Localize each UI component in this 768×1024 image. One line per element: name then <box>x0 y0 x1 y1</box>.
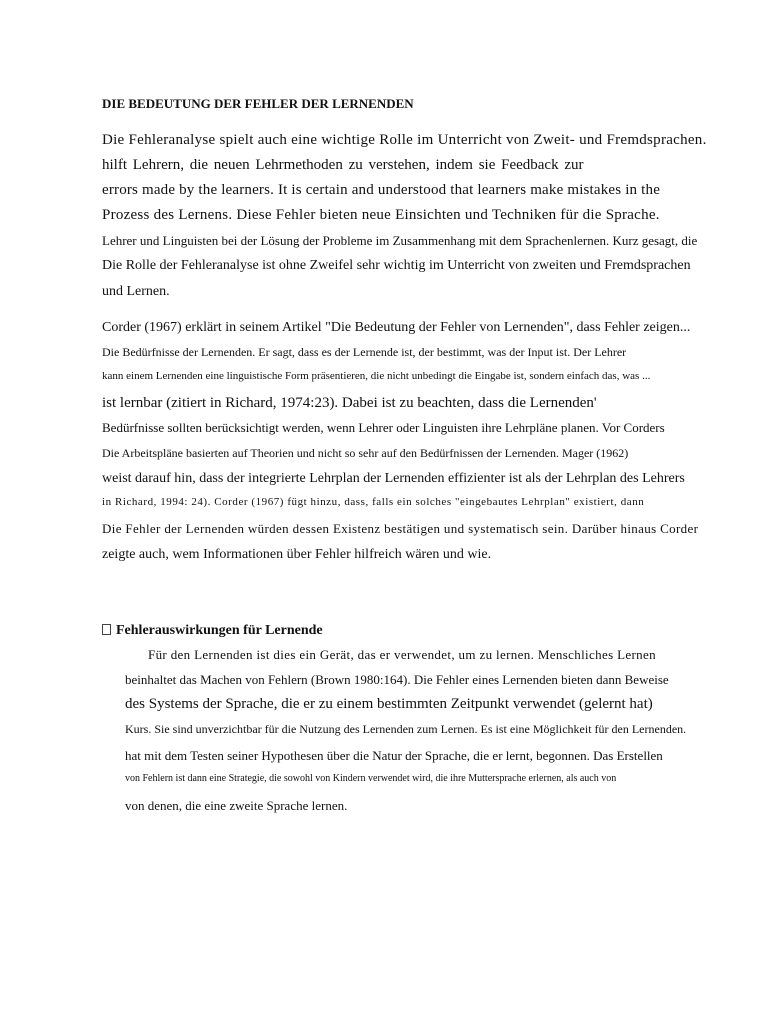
section-heading-text: Fehlerauswirkungen für Lernende <box>116 623 323 638</box>
paragraph-3-line-6: von Fehlern ist dann eine Strategie, die sowohl von Kindern verwendet wird, die ihre Muttersprache erlernen, als auch von <box>125 773 617 784</box>
paragraph-1-line-3: errors made by the learners. It is certain and understood that learners make mistakes in the <box>102 182 661 198</box>
paragraph-1-line-6: Die Rolle der Fehleranalyse ist ohne Zweifel sehr wichtig im Unterricht von zweiten und Fremdsprachen <box>102 258 691 273</box>
paragraph-2-line-1: Corder (1967) erklärt in seinem Artikel "Die Bedeutung der Fehler von Lernenden", dass Fehler zeigen... <box>102 320 691 335</box>
paragraph-3-line-7: von denen, die eine zweite Sprache lernen. <box>125 798 348 813</box>
paragraph-1-line-4: Prozess des Lernens. Diese Fehler bieten neue Einsichten und Techniken für die Sprache. <box>102 207 660 223</box>
paragraph-3-line-2: beinhaltet das Machen von Fehlern (Brown 1980:164). Die Fehler eines Lernenden bieten dann Beweise <box>125 672 669 687</box>
paragraph-2-line-2: Die Bedürfnisse der Lernenden. Er sagt, dass es der Lernende ist, der bestimmt, was der Input ist. Der Lehrer <box>102 345 627 359</box>
paragraph-1-line-7: und Lernen. <box>102 284 170 299</box>
paragraph-2-line-4: ist lernbar (zitiert in Richard, 1974:23). Dabei ist zu beachten, dass die Lernenden' <box>102 395 597 411</box>
paragraph-3-line-4: Kurs. Sie sind unverzichtbar für die Nutzung des Lernenden zum Lernen. Es ist eine Möglichkeit für den Lernenden. <box>125 722 687 736</box>
paragraph-2-line-5: Bedürfnisse sollten berücksichtigt werden, wenn Lehrer oder Linguisten ihre Lehrpläne planen. Vor Corders <box>102 420 665 435</box>
section-heading <box>102 624 323 638</box>
paragraph-2-line-8: in Richard, 1994: 24). Corder (1967) fügt hinzu, dass, falls ein solches "eingebautes Lehrplan" existiert, dann <box>102 496 645 508</box>
checkbox-icon <box>102 624 111 635</box>
paragraph-1-line-5: Lehrer und Linguisten bei der Lösung der Probleme im Zusammenhang mit dem Sprachenlernen. Kurz gesagt, die <box>102 233 698 248</box>
paragraph-2-line-10: zeigte auch, wem Informationen über Fehler hilfreich wären und wie. <box>102 547 492 562</box>
paragraph-2-line-9: Die Fehler der Lernenden würden dessen Existenz bestätigen und systematisch sein. Darüber hinaus Corder <box>102 521 699 536</box>
paragraph-3-line-1: Für den Lernenden ist dies ein Gerät, das er verwendet, um zu lernen. Menschliches Lernen <box>148 647 657 662</box>
paragraph-2-line-3: kann einem Lernenden eine linguistische Form präsentieren, die nicht unbedingt die Eingabe ist, sondern einfach das, was ... <box>102 370 651 382</box>
document-title: DIE BEDEUTUNG DER FEHLER DER LERNENDEN <box>102 96 414 111</box>
paragraph-1-line-2: hilft Lehrern, die neuen Lehrmethoden zu verstehen, indem sie Feedback zur <box>102 157 584 173</box>
paragraph-1-line-1: Die Fehleranalyse spielt auch eine wichtige Rolle im Unterricht von Zweit- und Fremdsprachen. <box>102 132 707 148</box>
paragraph-3-line-5: hat mit dem Testen seiner Hypothesen über die Natur der Sprache, die er lernt, begonnen. Das Erstellen <box>125 748 663 763</box>
paragraph-2-line-7: weist darauf hin, dass der integrierte Lehrplan der Lernenden effizienter ist als der Lehrplan des Lehrers <box>102 471 685 486</box>
paragraph-3-line-3: des Systems der Sprache, die er zu einem bestimmten Zeitpunkt verwendet (gelernt hat) <box>125 696 653 712</box>
paragraph-2-line-6: Die Arbeitspläne basierten auf Theorien und nicht so sehr auf den Bedürfnissen der Lernenden. Mager (1962) <box>102 446 629 460</box>
